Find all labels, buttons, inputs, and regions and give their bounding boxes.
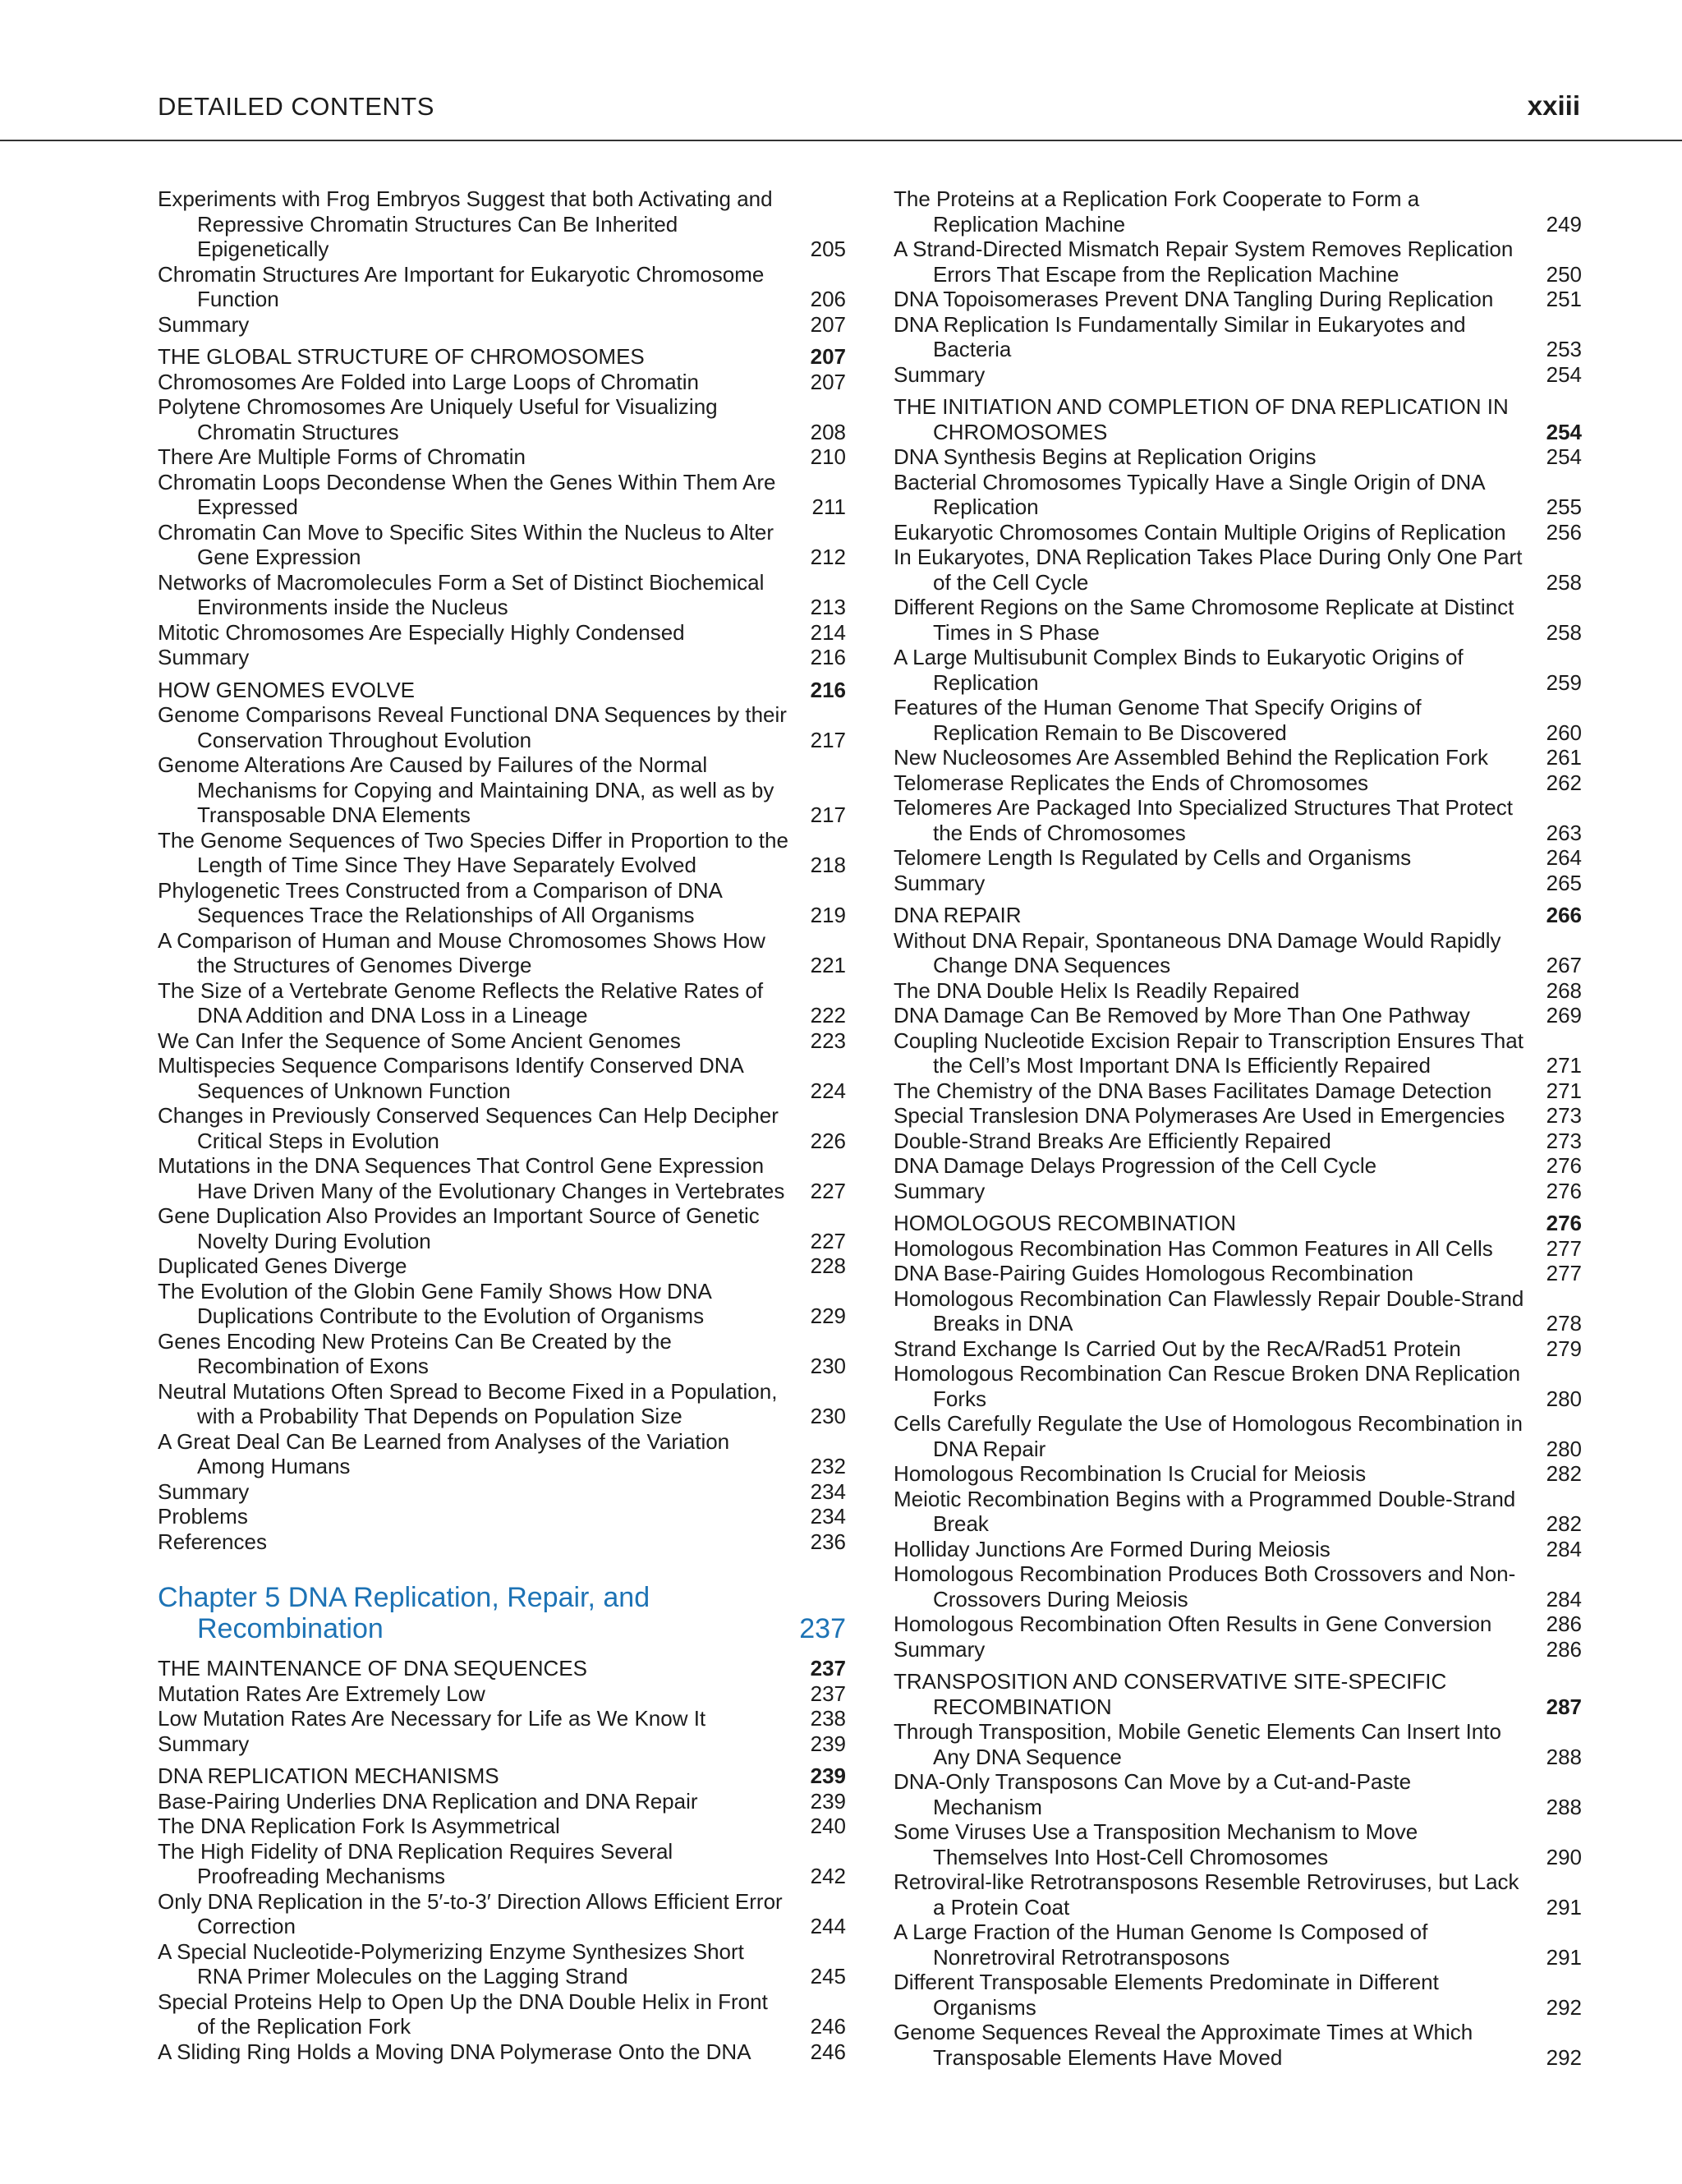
toc-entry bbox=[894, 695, 1582, 745]
toc-entry bbox=[894, 1869, 1582, 1920]
toc-entry-page: 290 bbox=[1546, 1844, 1582, 1869]
toc-entry-title: Chromatin Structures Are Important for Eukaryotic Chromosome Function bbox=[158, 261, 765, 311]
toc-entry-page: 271 bbox=[1546, 1078, 1582, 1103]
toc-entry-title: Chromatin Loops Decondense When the Genes Within Them Are Expressed bbox=[158, 469, 776, 519]
toc-entry bbox=[894, 287, 1582, 312]
toc-entry bbox=[894, 362, 1582, 388]
toc-entry-title: Different Transposable Elements Predominate in Different Organisms bbox=[894, 1970, 1439, 2020]
toc-entry-title: New Nucleosomes Are Assembled Behind the Replication Fork bbox=[894, 745, 1489, 770]
toc-entry-title: A Strand-Directed Mismatch Repair System Removes Replication Errors That Escape from the Replication Machine bbox=[894, 237, 1514, 287]
toc-entry-title: Some Viruses Use a Transposition Mechanism to Move Themselves Into Host-Cell Chromosomes bbox=[894, 1819, 1418, 1869]
toc-entry-page: 206 bbox=[810, 287, 846, 311]
toc-entry-title: Phylogenetic Trees Constructed from a Comparison of DNA Sequences Trace the Relationships of All Organisms bbox=[158, 877, 722, 927]
toc-entry-title: Only DNA Replication in the 5′-to-3′ Direction Allows Efficient Error Correction bbox=[158, 1888, 783, 1938]
toc-entry-title: Strand Exchange Is Carried Out by the RecA/Rad51 Protein bbox=[894, 1336, 1461, 1361]
toc-entry-page: 238 bbox=[810, 1706, 846, 1731]
toc-entry-title: A Sliding Ring Holds a Moving DNA Polymerase Onto the DNA bbox=[158, 2039, 751, 2064]
toc-entry-page: 263 bbox=[1546, 820, 1582, 845]
toc-entry-page: 258 bbox=[1546, 569, 1582, 595]
toc-entry bbox=[158, 1329, 846, 1379]
toc-entry bbox=[158, 1153, 846, 1203]
toc-entry-page: 216 bbox=[810, 677, 846, 702]
toc-entry-page: 239 bbox=[810, 1731, 846, 1756]
toc-entry-page: 280 bbox=[1546, 1436, 1582, 1461]
toc-entry-page: 228 bbox=[810, 1253, 846, 1278]
toc-entry-page: 217 bbox=[810, 727, 846, 752]
toc-entry-title: Summary bbox=[894, 361, 986, 387]
toc-entry-page: 277 bbox=[1546, 1261, 1582, 1285]
toc-entry-page: 269 bbox=[1546, 1003, 1582, 1028]
toc-entry bbox=[894, 1003, 1582, 1028]
toc-entry bbox=[158, 1279, 846, 1329]
toc-entry-page: 265 bbox=[1546, 870, 1582, 895]
toc-entry bbox=[158, 1479, 846, 1505]
toc-entry bbox=[894, 1261, 1582, 1286]
toc-entry bbox=[894, 1819, 1582, 1869]
toc-entry-title: Without DNA Repair, Spontaneous DNA Damage Would Rapidly Change DNA Sequences bbox=[894, 927, 1501, 977]
toc-entry bbox=[894, 237, 1582, 287]
toc-column-left bbox=[158, 186, 846, 2064]
toc-entry-title: Telomerase Replicates the Ends of Chromosomes bbox=[894, 770, 1369, 795]
toc-entry bbox=[158, 702, 846, 752]
toc-entry bbox=[894, 928, 1582, 978]
toc-entry-page: 207 bbox=[810, 369, 846, 394]
toc-entry bbox=[894, 1028, 1582, 1078]
toc-entry-title: Summary bbox=[158, 311, 250, 337]
toc-entry-title: Chapter 5 DNA Replication, Repair, and Recombination bbox=[158, 1582, 650, 1644]
toc-entry-page: 276 bbox=[1546, 1153, 1582, 1178]
toc-entry-page: 276 bbox=[1546, 1178, 1582, 1203]
toc-entry-title: Through Transposition, Mobile Genetic Elements Can Insert Into Any DNA Sequence bbox=[894, 1719, 1501, 1769]
toc-entry-page: 239 bbox=[810, 1788, 846, 1814]
section-heading bbox=[894, 394, 1582, 444]
toc-entry-page: 282 bbox=[1546, 1511, 1582, 1536]
toc-entry-page: 251 bbox=[1546, 287, 1582, 311]
toc-entry-title: Genome Sequences Reveal the Approximate Times at Which Transposable Elements Have Moved bbox=[894, 2020, 1473, 2070]
toc-entry-title: Summary bbox=[894, 870, 986, 895]
toc-entry bbox=[158, 1939, 846, 1989]
page-number: xxiii bbox=[1527, 90, 1580, 121]
toc-entry bbox=[894, 1719, 1582, 1769]
toc-entry-title: Gene Duplication Also Provides an Important Source of Genetic Novelty During Evolution bbox=[158, 1203, 760, 1253]
toc-entry-title: Holliday Junctions Are Formed During Meiosis bbox=[894, 1536, 1330, 1561]
toc-entry-page: 213 bbox=[810, 595, 846, 619]
toc-entry bbox=[894, 1561, 1582, 1612]
toc-entry bbox=[894, 1769, 1582, 1819]
toc-entry-title: HOMOLOGOUS RECOMBINATION bbox=[894, 1211, 1236, 1235]
toc-entry-title: Polytene Chromosomes Are Uniquely Useful for Visualizing Chromatin Structures bbox=[158, 394, 718, 444]
toc-entry-page: 240 bbox=[810, 1814, 846, 1838]
toc-entry-title: Genome Alterations Are Caused by Failures of the Normal Mechanisms for Copying and Maintaining DNA, as well as by Transposable DNA Elements bbox=[158, 752, 774, 827]
toc-entry-page: 237 bbox=[810, 1656, 846, 1681]
toc-entry-page: 284 bbox=[1546, 1536, 1582, 1561]
toc-entry bbox=[158, 186, 846, 262]
toc-entry-page: 222 bbox=[810, 1003, 846, 1028]
toc-entry-title: Coupling Nucleotide Excision Repair to Transcription Ensures That the Cell’s Most Important DNA Is Efficiently Repaired bbox=[894, 1028, 1523, 1078]
toc-entry bbox=[894, 1487, 1582, 1537]
toc-entry-page: 216 bbox=[810, 645, 846, 669]
toc-entry-page: 244 bbox=[810, 1914, 846, 1938]
toc-entry-page: 259 bbox=[1546, 669, 1582, 695]
toc-entry bbox=[158, 444, 846, 470]
toc-entry-title: Networks of Macromolecules Form a Set of Distinct Biochemical Environments inside the Nucleus bbox=[158, 569, 765, 619]
toc-entry-page: 237 bbox=[799, 1613, 846, 1644]
toc-entry-title: THE INITIATION AND COMPLETION OF DNA REPLICATION IN CHROMOSOMES bbox=[894, 394, 1509, 444]
toc-entry bbox=[894, 1637, 1582, 1662]
section-heading bbox=[894, 1669, 1582, 1719]
toc-entry-page: 276 bbox=[1546, 1211, 1582, 1235]
toc-entry bbox=[894, 795, 1582, 845]
toc-entry-page: 271 bbox=[1546, 1053, 1582, 1078]
toc-entry-page: 292 bbox=[1546, 1994, 1582, 2020]
toc-entry-title: Summary bbox=[894, 1178, 986, 1203]
toc-entry-page: 249 bbox=[1546, 211, 1582, 237]
toc-entry bbox=[158, 928, 846, 978]
toc-entry-title: Summary bbox=[158, 1478, 250, 1504]
toc-entry bbox=[894, 520, 1582, 545]
toc-entry-page: 273 bbox=[1546, 1128, 1582, 1153]
toc-entry-title: THE GLOBAL STRUCTURE OF CHROMOSOMES bbox=[158, 344, 645, 369]
toc-entry-title: The High Fidelity of DNA Replication Requires Several Proofreading Mechanisms bbox=[158, 1838, 673, 1888]
toc-entry-title: DNA Base-Pairing Guides Homologous Recombination bbox=[894, 1261, 1413, 1285]
toc-entry-title: Summary bbox=[158, 1731, 250, 1756]
toc-entry-title: Mutations in the DNA Sequences That Control Gene Expression Have Driven Many of the Evolutionary Changes in Vertebrates bbox=[158, 1153, 785, 1203]
toc-entry bbox=[158, 1504, 846, 1529]
toc-entry-page: 278 bbox=[1546, 1311, 1582, 1336]
toc-entry bbox=[158, 1731, 846, 1757]
toc-entry bbox=[894, 1153, 1582, 1179]
toc-entry-page: 258 bbox=[1546, 619, 1582, 645]
toc-entry-page: 246 bbox=[810, 2014, 846, 2039]
toc-entry-title: The Evolution of the Globin Gene Family Shows How DNA Duplications Contribute to the Evolution of Organisms bbox=[158, 1278, 711, 1328]
toc-entry-page: 211 bbox=[811, 494, 846, 519]
toc-entry-page: 286 bbox=[1546, 1612, 1582, 1636]
toc-entry-page: 286 bbox=[1546, 1636, 1582, 1662]
toc-entry-title: Changes in Previously Conserved Sequences Can Help Decipher Critical Steps in Evolution bbox=[158, 1103, 779, 1153]
toc-entry bbox=[158, 1814, 846, 1839]
toc-entry-page: 207 bbox=[810, 344, 846, 369]
section-heading bbox=[894, 1211, 1582, 1236]
toc-entry-title: Mutation Rates Are Extremely Low bbox=[158, 1681, 485, 1706]
toc-entry bbox=[158, 645, 846, 670]
toc-entry-page: 227 bbox=[810, 1228, 846, 1253]
toc-entry bbox=[158, 1203, 846, 1253]
toc-entry-title: Eukaryotic Chromosomes Contain Multiple Origins of Replication bbox=[894, 519, 1506, 545]
toc-entry-page: 208 bbox=[810, 419, 846, 444]
toc-entry-page: 223 bbox=[810, 1028, 846, 1053]
toc-entry-title: Homologous Recombination Can Flawlessly Repair Double-Strand Breaks in DNA bbox=[894, 1285, 1524, 1336]
toc-entry-title: DNA REPAIR bbox=[894, 903, 1022, 927]
toc-entry-page: 245 bbox=[810, 1964, 846, 1989]
toc-entry-title: Experiments with Frog Embryos Suggest that both Activating and Repressive Chromatin Structures Can Be Inherited Epigenetically bbox=[158, 186, 773, 261]
toc-entry bbox=[894, 470, 1582, 520]
toc-entry-page: 205 bbox=[810, 237, 846, 261]
toc-entry-page: 227 bbox=[810, 1178, 846, 1203]
toc-entry bbox=[894, 770, 1582, 796]
toc-entry bbox=[894, 978, 1582, 1004]
toc-entry bbox=[894, 1411, 1582, 1461]
toc-entry-page: 254 bbox=[1546, 361, 1582, 387]
toc-entry bbox=[158, 394, 846, 444]
toc-entry-page: 234 bbox=[810, 1478, 846, 1504]
toc-entry-title: The Chemistry of the DNA Bases Facilitates Damage Detection bbox=[894, 1078, 1492, 1103]
toc-entry-title: A Large Fraction of the Human Genome Is Composed of Nonretroviral Retrotransposons bbox=[894, 1920, 1428, 1970]
toc-entry-title: Genes Encoding New Proteins Can Be Created by the Recombination of Exons bbox=[158, 1328, 672, 1378]
toc-entry-title: Genome Comparisons Reveal Functional DNA Sequences by their Conservation Throughout Evolution bbox=[158, 702, 787, 752]
toc-entry-title: Telomeres Are Packaged Into Specialized Structures That Protect the Ends of Chromosomes bbox=[894, 795, 1513, 845]
toc-entry-title: DNA-Only Transposons Can Move by a Cut-and-Paste Mechanism bbox=[894, 1769, 1412, 1819]
toc-entry-page: 226 bbox=[810, 1128, 846, 1153]
toc-entry-title: Double-Strand Breaks Are Efficiently Repaired bbox=[894, 1128, 1331, 1153]
toc-entry bbox=[158, 370, 846, 395]
toc-entry-page: 212 bbox=[810, 545, 846, 569]
toc-entry bbox=[158, 520, 846, 570]
toc-entry bbox=[894, 745, 1582, 770]
toc-entry-title: DNA Damage Delays Progression of the Cell Cycle bbox=[894, 1153, 1377, 1178]
toc-entry bbox=[894, 1461, 1582, 1487]
toc-entry-title: In Eukaryotes, DNA Replication Takes Place During Only One Part of the Cell Cycle bbox=[894, 545, 1523, 595]
toc-entry-page: 288 bbox=[1546, 1794, 1582, 1819]
toc-entry bbox=[894, 1361, 1582, 1411]
toc-entry-page: 279 bbox=[1546, 1336, 1582, 1361]
toc-entry bbox=[894, 1286, 1582, 1336]
toc-entry bbox=[894, 444, 1582, 470]
toc-entry bbox=[158, 1103, 846, 1153]
toc-entry bbox=[894, 545, 1582, 595]
toc-entry bbox=[158, 878, 846, 928]
toc-entry bbox=[894, 1920, 1582, 1970]
toc-entry-page: 291 bbox=[1546, 1894, 1582, 1920]
toc-entry-page: 221 bbox=[810, 953, 846, 977]
toc-entry-page: 246 bbox=[810, 2039, 846, 2064]
toc-entry-page: 284 bbox=[1546, 1586, 1582, 1612]
toc-entry bbox=[894, 1078, 1582, 1104]
toc-entry-page: 261 bbox=[1546, 745, 1582, 770]
toc-entry-page: 254 bbox=[1546, 419, 1582, 444]
toc-entry-title: A Comparison of Human and Mouse Chromosomes Shows How the Structures of Genomes Diverge bbox=[158, 927, 765, 977]
toc-entry bbox=[894, 1129, 1582, 1154]
toc-entry-page: 218 bbox=[810, 853, 846, 877]
toc-entry bbox=[894, 2020, 1582, 2070]
toc-entry-page: 291 bbox=[1546, 1944, 1582, 1970]
toc-entry-title: Different Regions on the Same Chromosome Replicate at Distinct Times in S Phase bbox=[894, 595, 1514, 645]
toc-entry-page: 292 bbox=[1546, 2044, 1582, 2070]
toc-entry-title: DNA Topoisomerases Prevent DNA Tangling During Replication bbox=[894, 287, 1494, 311]
toc-entry-page: 210 bbox=[810, 444, 846, 469]
toc-entry-page: 224 bbox=[810, 1078, 846, 1103]
toc-entry bbox=[894, 1179, 1582, 1204]
toc-entry-title: TRANSPOSITION AND CONSERVATIVE SITE-SPECIFIC RECOMBINATION bbox=[894, 1669, 1447, 1719]
toc-entry bbox=[894, 1103, 1582, 1129]
toc-entry-page: 255 bbox=[1546, 494, 1582, 519]
toc-entry-page: 242 bbox=[810, 1864, 846, 1888]
toc-entry-page: 262 bbox=[1546, 770, 1582, 795]
toc-entry-title: There Are Multiple Forms of Chromatin bbox=[158, 444, 526, 469]
section-heading bbox=[158, 344, 846, 370]
toc-entry-page: 230 bbox=[810, 1404, 846, 1428]
toc-entry-title: Multispecies Sequence Comparisons Identify Conserved DNA Sequences of Unknown Function bbox=[158, 1053, 743, 1103]
toc-entry bbox=[158, 1789, 846, 1814]
toc-entry bbox=[894, 186, 1582, 237]
toc-entry bbox=[158, 1053, 846, 1103]
toc-entry bbox=[158, 312, 846, 338]
toc-entry bbox=[894, 1970, 1582, 2020]
toc-entry-title: Low Mutation Rates Are Necessary for Life as We Know It bbox=[158, 1706, 706, 1731]
toc-entry-page: 217 bbox=[810, 802, 846, 827]
toc-entry-page: 256 bbox=[1546, 519, 1582, 545]
toc-entry-page: 207 bbox=[810, 311, 846, 337]
section-heading bbox=[158, 678, 846, 703]
toc-entry bbox=[894, 1612, 1582, 1637]
toc-entry bbox=[894, 871, 1582, 896]
toc-entry-title: DNA Replication Is Fundamentally Similar in Eukaryotes and Bacteria bbox=[894, 311, 1466, 361]
toc-entry bbox=[158, 752, 846, 828]
toc-entry-page: 282 bbox=[1546, 1461, 1582, 1486]
toc-entry bbox=[894, 595, 1582, 645]
toc-entry bbox=[158, 1839, 846, 1889]
toc-entry bbox=[894, 1336, 1582, 1362]
toc-entry bbox=[158, 978, 846, 1028]
toc-entry-page: 253 bbox=[1546, 337, 1582, 361]
toc-entry-page: 254 bbox=[1546, 444, 1582, 469]
toc-entry-page: 250 bbox=[1546, 261, 1582, 287]
toc-entry-title: HOW GENOMES EVOLVE bbox=[158, 677, 416, 702]
toc-entry-page: 219 bbox=[810, 903, 846, 927]
toc-entry bbox=[158, 570, 846, 620]
toc-entry-title: Homologous Recombination Has Common Features in All Cells bbox=[894, 1235, 1493, 1261]
toc-entry-title: Neutral Mutations Often Spread to Become Fixed in a Population, with a Probability That Depends on Population Size bbox=[158, 1378, 778, 1428]
toc-entry bbox=[158, 1706, 846, 1731]
toc-entry-page: 237 bbox=[810, 1681, 846, 1706]
toc-entry-title: DNA REPLICATION MECHANISMS bbox=[158, 1763, 499, 1788]
toc-entry bbox=[894, 1236, 1582, 1262]
toc-entry-title: Chromatin Can Move to Specific Sites Within the Nucleus to Alter Gene Expression bbox=[158, 519, 774, 569]
toc-entry-title: The DNA Replication Fork Is Asymmetrical bbox=[158, 1814, 560, 1838]
toc-entry bbox=[894, 1537, 1582, 1562]
toc-entry-page: 236 bbox=[810, 1529, 846, 1554]
toc-entry bbox=[158, 1681, 846, 1707]
toc-entry-title: Special Proteins Help to Open Up the DNA Double Helix in Front of the Replication Fork bbox=[158, 1989, 768, 2039]
toc-entry bbox=[158, 470, 846, 520]
toc-entry-title: The DNA Double Helix Is Readily Repaired bbox=[894, 977, 1300, 1003]
section-heading bbox=[158, 1763, 846, 1789]
toc-entry bbox=[894, 312, 1582, 362]
toc-entry-page: 260 bbox=[1546, 720, 1582, 745]
toc-entry-title: We Can Infer the Sequence of Some Ancient Genomes bbox=[158, 1028, 681, 1053]
toc-entry bbox=[894, 845, 1582, 871]
toc-entry-title: A Great Deal Can Be Learned from Analyses of the Variation Among Humans bbox=[158, 1428, 730, 1478]
toc-entry bbox=[158, 2039, 846, 2065]
toc-entry bbox=[158, 828, 846, 878]
toc-entry-title: Special Translesion DNA Polymerases Are Used in Emergencies bbox=[894, 1103, 1505, 1128]
toc-entry-title: The Proteins at a Replication Fork Cooperate to Form a Replication Machine bbox=[894, 186, 1420, 237]
section-heading bbox=[894, 903, 1582, 928]
toc-entry-title: Problems bbox=[158, 1504, 248, 1529]
toc-entry-page: 280 bbox=[1546, 1386, 1582, 1411]
toc-entry bbox=[158, 1889, 846, 1939]
toc-entry bbox=[158, 1429, 846, 1479]
toc-entry-title: Cells Carefully Regulate the Use of Homologous Recombination in DNA Repair bbox=[894, 1411, 1523, 1461]
toc-entry-title: Duplicated Genes Diverge bbox=[158, 1253, 407, 1278]
toc-entry-title: Homologous Recombination Produces Both Crossovers and Non-Crossovers During Meiosis bbox=[894, 1561, 1516, 1612]
running-head: DETAILED CONTENTS bbox=[158, 92, 434, 121]
toc-entry-title: References bbox=[158, 1529, 267, 1554]
toc-entry-page: 277 bbox=[1546, 1235, 1582, 1261]
toc-entry-title: A Large Multisubunit Complex Binds to Eukaryotic Origins of Replication bbox=[894, 645, 1464, 695]
toc-entry-title: THE MAINTENANCE OF DNA SEQUENCES bbox=[158, 1656, 587, 1681]
toc-entry-page: 266 bbox=[1546, 903, 1582, 927]
toc-entry-page: 230 bbox=[810, 1354, 846, 1378]
page-header bbox=[0, 0, 1682, 141]
toc-column-right bbox=[894, 186, 1582, 2070]
toc-entry bbox=[158, 1529, 846, 1555]
toc-entry-title: The Size of a Vertebrate Genome Reflects the Relative Rates of DNA Addition and DNA Loss in a Lineage bbox=[158, 977, 764, 1028]
toc-entry-page: 287 bbox=[1546, 1694, 1582, 1719]
toc-entry-title: Mitotic Chromosomes Are Especially Highly Condensed bbox=[158, 619, 685, 645]
toc-entry-page: 214 bbox=[810, 619, 846, 645]
toc-entry-title: Homologous Recombination Is Crucial for Meiosis bbox=[894, 1461, 1367, 1486]
toc-entry-title: A Special Nucleotide-Polymerizing Enzyme Synthesizes Short RNA Primer Molecules on the Lagging Strand bbox=[158, 1938, 744, 1989]
chapter-heading bbox=[158, 1582, 846, 1644]
toc-entry-title: Base-Pairing Underlies DNA Replication and DNA Repair bbox=[158, 1788, 698, 1814]
toc-entry-page: 267 bbox=[1546, 953, 1582, 977]
toc-entry-title: Features of the Human Genome That Specify Origins of Replication Remain to Be Discovered bbox=[894, 695, 1422, 745]
toc-entry-title: Homologous Recombination Can Rescue Broken DNA Replication Forks bbox=[894, 1361, 1521, 1411]
toc-entry-page: 229 bbox=[810, 1304, 846, 1328]
toc-entry-title: DNA Damage Can Be Removed by More Than One Pathway bbox=[894, 1003, 1470, 1028]
toc-entry-page: 268 bbox=[1546, 977, 1582, 1003]
toc-entry bbox=[158, 262, 846, 312]
toc-entry-title: Chromosomes Are Folded into Large Loops of Chromatin bbox=[158, 369, 700, 394]
toc-entry-page: 273 bbox=[1546, 1103, 1582, 1128]
toc-entry-title: Telomere Length Is Regulated by Cells and Organisms bbox=[894, 845, 1412, 870]
toc-entry-page: 234 bbox=[810, 1504, 846, 1529]
toc-entry-title: The Genome Sequences of Two Species Differ in Proportion to the Length of Time Since They Have Separately Evolved bbox=[158, 827, 788, 877]
toc-entry-page: 232 bbox=[810, 1454, 846, 1478]
toc-entry-title: Retroviral-like Retrotransposons Resemble Retroviruses, but Lack a Protein Coat bbox=[894, 1869, 1519, 1920]
toc-entry bbox=[158, 1028, 846, 1054]
toc-entry-title: Summary bbox=[158, 645, 250, 669]
toc-entry-page: 239 bbox=[810, 1763, 846, 1788]
toc-entry-title: Homologous Recombination Often Results in Gene Conversion bbox=[894, 1612, 1492, 1636]
toc-entry-title: Summary bbox=[894, 1636, 986, 1662]
toc-entry-title: Meiotic Recombination Begins with a Programmed Double-Strand Break bbox=[894, 1486, 1516, 1536]
toc-entry-page: 264 bbox=[1546, 845, 1582, 870]
section-heading bbox=[158, 1656, 846, 1681]
toc-entry-title: Bacterial Chromosomes Typically Have a Single Origin of DNA Replication bbox=[894, 469, 1485, 519]
toc-entry bbox=[158, 1379, 846, 1429]
toc-entry bbox=[158, 1989, 846, 2039]
toc-entry-page: 288 bbox=[1546, 1744, 1582, 1769]
toc-entry bbox=[158, 620, 846, 646]
toc-entry bbox=[894, 645, 1582, 695]
toc-entry-title: DNA Synthesis Begins at Replication Origins bbox=[894, 444, 1317, 469]
toc-entry bbox=[158, 1253, 846, 1279]
